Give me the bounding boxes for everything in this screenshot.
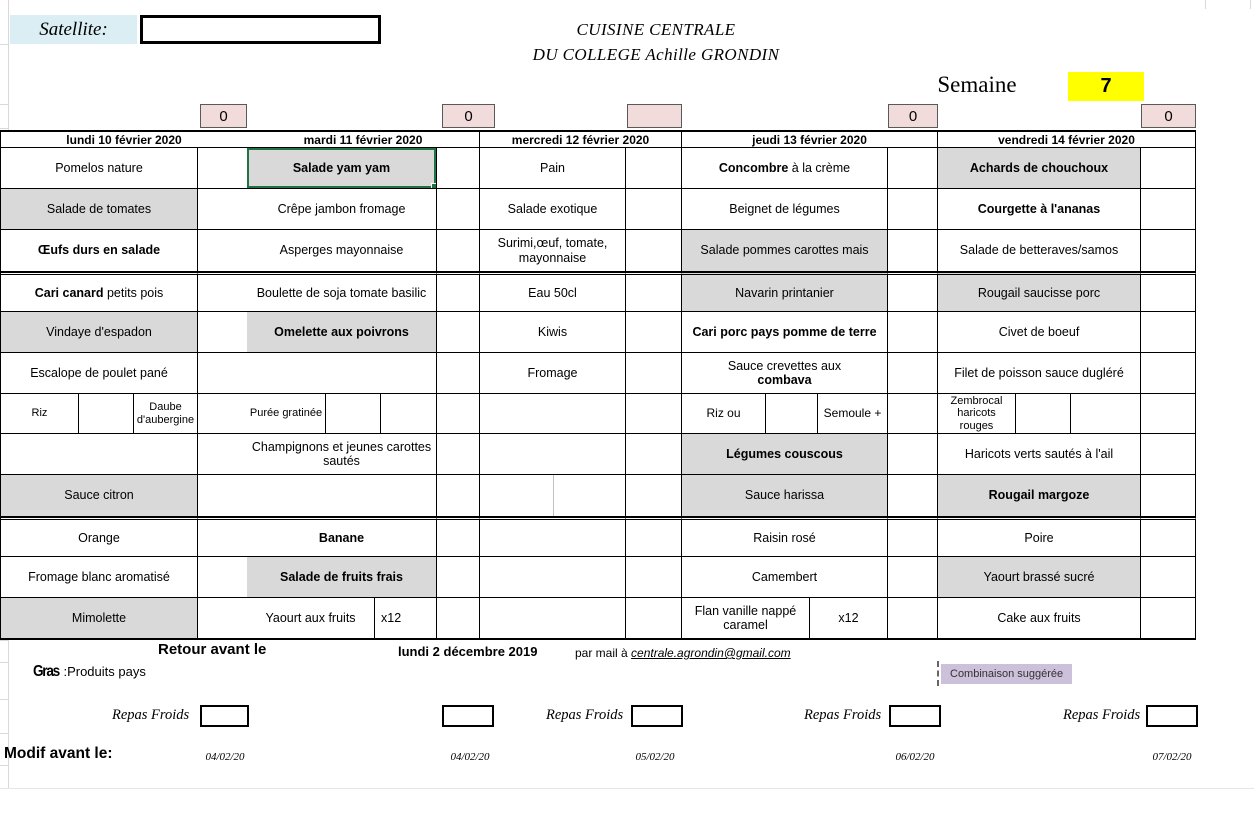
cell-mon-side5[interactable] xyxy=(198,312,248,353)
cell-mon-side8[interactable] xyxy=(198,434,248,475)
cell-thu-side1[interactable] xyxy=(888,148,938,189)
cell-thu-starch3[interactable]: Semoule + xyxy=(818,394,887,433)
page-title-line2: DU COLLEGE Achille GRONDIN xyxy=(532,45,780,64)
cell-wed-side11[interactable] xyxy=(626,557,682,598)
cell-wed-side6[interactable] xyxy=(626,353,682,394)
gridline xyxy=(0,765,8,766)
day-header-tuesday: mardi 11 février 2020 xyxy=(247,130,480,148)
day-column-thursday xyxy=(682,130,938,640)
cell-tue-p1[interactable]: Boulette de soja tomate basilic xyxy=(247,272,437,312)
cell-fri-starch3[interactable] xyxy=(1071,394,1140,433)
page-title-line1: CUISINE CENTRALE xyxy=(576,20,736,39)
cell-wed-veg[interactable] xyxy=(480,434,626,475)
repas-froids-label-5: Repas Froids xyxy=(1063,707,1141,723)
cell-tue-starch1[interactable]: Purée gratinée xyxy=(247,394,326,433)
cell-wed-side12[interactable] xyxy=(626,598,682,640)
cell-thu-starch1[interactable]: Riz ou xyxy=(682,394,766,433)
cell-thu-side2[interactable] xyxy=(888,189,938,230)
cell-tue-e3[interactable]: Asperges mayonnaise xyxy=(247,230,437,272)
cell-fri-side8[interactable] xyxy=(1141,434,1196,475)
cell-thu-dessert-qty[interactable]: x12 xyxy=(810,598,887,638)
cell-tue-side7[interactable] xyxy=(437,394,480,434)
cell-thu-side8[interactable] xyxy=(888,434,938,475)
repas-froids-box-5[interactable] xyxy=(1146,705,1198,727)
cell-fri-e3[interactable]: Salade de betteraves/samos xyxy=(938,230,1141,272)
cell-mon-e3[interactable]: Œufs durs en salade xyxy=(1,230,198,272)
gridline xyxy=(0,44,8,45)
repas-froids-label-4: Repas Froids xyxy=(804,707,882,723)
cell-mon-starch1[interactable]: Riz xyxy=(1,394,79,433)
gridline xyxy=(0,788,1254,789)
cell-mon-side9[interactable] xyxy=(198,475,248,517)
cell-wed-sauce xyxy=(480,475,626,517)
cell-thu-veg[interactable]: Légumes couscous xyxy=(682,434,888,475)
cell-fri-side6[interactable] xyxy=(1141,353,1196,394)
gridline xyxy=(0,733,8,734)
cell-wed-side4[interactable] xyxy=(626,272,682,312)
cell-thu-side3[interactable] xyxy=(888,230,938,272)
cell-thu-dessert xyxy=(682,598,888,640)
cell-tue-dairy[interactable]: Salade de fruits frais xyxy=(247,557,437,598)
cell-tue-side3[interactable] xyxy=(437,230,480,272)
modif-date-tuesday: 04/02/20 xyxy=(450,751,490,763)
cell-mon-side2[interactable] xyxy=(198,189,248,230)
legend-gras: Gras :Produits pays xyxy=(33,663,146,680)
cell-thu-side4[interactable] xyxy=(888,272,938,312)
cell-wed-e1[interactable]: Pain xyxy=(480,148,626,189)
modif-date-friday: 07/02/20 xyxy=(1152,751,1192,763)
day-header-wednesday: mercredi 12 février 2020 xyxy=(480,130,682,148)
cell-wed-side7[interactable] xyxy=(626,394,682,434)
cell-mon-starch3[interactable]: Daube d'aubergine xyxy=(134,394,197,433)
cell-fri-sauce[interactable]: Rougail margoze xyxy=(938,475,1141,517)
cell-thu-side12[interactable] xyxy=(888,598,938,640)
cell-tue-dessert-item[interactable]: Yaourt aux fruits xyxy=(247,598,375,638)
repas-froids-box-1[interactable] xyxy=(200,705,249,727)
cell-wed-side1[interactable] xyxy=(626,148,682,189)
cell-mon-p2[interactable]: Vindaye d'espadon xyxy=(1,312,198,353)
cell-wed-sauce2[interactable] xyxy=(554,475,625,516)
day-column-wednesday xyxy=(480,130,682,640)
cell-wed-p2[interactable]: Kiwis xyxy=(480,312,626,353)
gridline xyxy=(1250,0,1251,9)
modif-date-thursday: 06/02/20 xyxy=(895,751,935,763)
cell-mon-side4[interactable] xyxy=(198,272,248,312)
cell-tue-starch3[interactable] xyxy=(381,394,436,433)
cell-tue-veg[interactable]: Champignons et jeunes carottes sautés xyxy=(247,434,437,475)
cell-thu-starch xyxy=(682,394,888,434)
day-header-monday: lundi 10 février 2020 xyxy=(1,130,248,148)
cell-tue-e2[interactable]: Crêpe jambon fromage xyxy=(247,189,437,230)
satellite-label: Satellite: xyxy=(10,15,137,44)
cell-fri-e1[interactable]: Achards de chouchoux xyxy=(938,148,1141,189)
cell-thu-p2[interactable]: Cari porc pays pomme de terre xyxy=(682,312,888,353)
cell-fri-side9[interactable] xyxy=(1141,475,1196,517)
cell-tue-p3[interactable] xyxy=(247,353,437,394)
cell-wed-starch[interactable] xyxy=(480,394,626,434)
cell-fri-p1[interactable]: Rougail saucisse porc xyxy=(938,272,1141,312)
cell-thu-dessert-item[interactable]: Flan vanille nappé caramel xyxy=(682,598,810,638)
mail-instruction: par mail à centrale.agrondin@gmail.com xyxy=(575,646,791,660)
cell-mon-starch2[interactable] xyxy=(79,394,134,433)
cell-tue-side8[interactable] xyxy=(437,434,480,475)
modif-date-wednesday: 05/02/20 xyxy=(635,751,675,763)
satellite-input-box[interactable] xyxy=(140,15,381,44)
cell-wed-sauce1[interactable] xyxy=(480,475,554,516)
gridline xyxy=(0,640,8,641)
cell-mon-fruit[interactable]: Orange xyxy=(1,517,198,557)
cell-wed-dessert[interactable] xyxy=(480,598,626,640)
cell-tue-starch2[interactable] xyxy=(326,394,381,433)
modif-date-monday: 04/02/20 xyxy=(205,751,245,763)
cell-fri-starch2[interactable] xyxy=(1016,394,1071,433)
cell-fri-side5[interactable] xyxy=(1141,312,1196,353)
counter-cell-thursday[interactable]: 0 xyxy=(888,104,938,128)
cell-thu-dairy[interactable]: Camembert xyxy=(682,557,888,598)
cell-mon-side7[interactable] xyxy=(198,394,248,434)
modif-avant-label: Modif avant le: xyxy=(4,745,113,762)
cell-tue-side10[interactable] xyxy=(437,517,480,557)
cell-fri-dairy[interactable]: Yaourt brassé sucré xyxy=(938,557,1141,598)
cell-fri-side10[interactable] xyxy=(1141,517,1196,557)
cell-tue-p2[interactable]: Omelette aux poivrons xyxy=(247,312,437,353)
cell-tue-side4[interactable] xyxy=(437,272,480,312)
cell-thu-fruit[interactable]: Raisin rosé xyxy=(682,517,888,557)
cell-mon-side3[interactable] xyxy=(198,230,248,272)
cell-tue-side1[interactable] xyxy=(437,148,480,189)
cell-fri-side4[interactable] xyxy=(1141,272,1196,312)
cell-mon-dessert[interactable]: Mimolette xyxy=(1,598,198,640)
cell-thu-starch2[interactable] xyxy=(766,394,818,433)
cell-wed-side3[interactable] xyxy=(626,230,682,272)
cell-fri-p2[interactable]: Civet de boeuf xyxy=(938,312,1141,353)
cell-tue-sauce[interactable] xyxy=(247,475,437,517)
cell-wed-e3[interactable]: Surimi,œuf, tomate, mayonnaise xyxy=(480,230,626,272)
cell-mon-side6[interactable] xyxy=(198,353,248,394)
cell-fri-dessert[interactable]: Cake aux fruits xyxy=(938,598,1141,640)
cell-fri-side3[interactable] xyxy=(1141,230,1196,272)
week-number-cell[interactable]: 7 xyxy=(1068,72,1144,101)
cell-thu-p1[interactable]: Navarin printanier xyxy=(682,272,888,312)
gridline xyxy=(0,699,8,700)
cell-wed-fruit[interactable] xyxy=(480,517,626,557)
retour-avant-label: Retour avant le xyxy=(158,641,267,658)
day-column-monday xyxy=(0,130,248,640)
cell-wed-side5[interactable] xyxy=(626,312,682,353)
combinaison-suggeree-badge: Combinaison suggérée xyxy=(941,664,1072,684)
cell-fri-e2[interactable]: Courgette à l'ananas xyxy=(938,189,1141,230)
cell-tue-side9[interactable] xyxy=(437,475,480,517)
cell-tue-e1-selected[interactable]: Salade yam yam xyxy=(247,148,437,189)
repas-froids-box-2[interactable] xyxy=(442,705,494,727)
cell-fri-fruit[interactable]: Poire xyxy=(938,517,1141,557)
cell-mon-veg[interactable] xyxy=(1,434,198,475)
cell-fri-veg[interactable]: Haricots verts sautés à l'ail xyxy=(938,434,1141,475)
gridline xyxy=(1205,0,1206,9)
cell-thu-side6[interactable] xyxy=(888,353,938,394)
cell-fri-side7[interactable] xyxy=(1141,394,1196,434)
day-column-tuesday xyxy=(247,130,480,640)
week-label: Semaine xyxy=(937,72,1017,97)
selection-fill-handle[interactable] xyxy=(431,183,437,189)
cell-mon-p1[interactable]: Cari canard petits pois xyxy=(1,272,198,312)
cell-mon-starch xyxy=(1,394,198,434)
cell-mon-sauce[interactable]: Sauce citron xyxy=(1,475,198,517)
cell-mon-side1[interactable] xyxy=(198,148,248,189)
counter-cell-wednesday[interactable] xyxy=(627,104,682,128)
cell-mon-side10[interactable] xyxy=(198,517,248,557)
repas-froids-box-4[interactable] xyxy=(889,705,941,727)
cell-tue-dessert-qty[interactable]: x12 xyxy=(375,598,436,638)
cell-tue-dessert xyxy=(247,598,437,640)
repas-froids-label-3: Repas Froids xyxy=(546,707,624,723)
cell-tue-starch xyxy=(247,394,437,434)
cell-mon-e1[interactable]: Pomelos nature xyxy=(1,148,198,189)
cell-tue-fruit[interactable]: Banane xyxy=(247,517,437,557)
cell-thu-side10[interactable] xyxy=(888,517,938,557)
cell-mon-dairy[interactable]: Fromage blanc aromatisé xyxy=(1,557,198,598)
counter-cell-tuesday[interactable]: 0 xyxy=(442,104,495,128)
cell-fri-side2[interactable] xyxy=(1141,189,1196,230)
cell-tue-side12[interactable] xyxy=(437,598,480,640)
cell-fri-starch xyxy=(938,394,1141,434)
cell-thu-side11[interactable] xyxy=(888,557,938,598)
page-break-dashed-line xyxy=(937,661,939,686)
day-column-friday xyxy=(938,130,1196,640)
cell-thu-sauce[interactable]: Sauce harissa xyxy=(682,475,888,517)
cell-thu-side9[interactable] xyxy=(888,475,938,517)
cell-fri-side12[interactable] xyxy=(1141,598,1196,640)
cell-fri-side1[interactable] xyxy=(1141,148,1196,189)
cell-thu-e3[interactable]: Salade pommes carottes mais xyxy=(682,230,888,272)
cell-wed-p3[interactable]: Fromage xyxy=(480,353,626,394)
day-header-friday: vendredi 14 février 2020 xyxy=(938,130,1196,148)
cell-tue-side11[interactable] xyxy=(437,557,480,598)
cell-tue-side5[interactable] xyxy=(437,312,480,353)
cell-mon-p3[interactable]: Escalope de poulet pané xyxy=(1,353,198,394)
cell-wed-dairy[interactable] xyxy=(480,557,626,598)
cell-wed-side8[interactable] xyxy=(626,434,682,475)
cell-wed-e2[interactable]: Salade exotique xyxy=(480,189,626,230)
cell-wed-side9[interactable] xyxy=(626,475,682,517)
cell-thu-p3[interactable]: Sauce crevettes aux combava xyxy=(682,353,888,394)
email-link[interactable]: centrale.agrondin@gmail.com xyxy=(631,646,791,660)
cell-tue-side2[interactable] xyxy=(437,189,480,230)
counter-cell-monday[interactable]: 0 xyxy=(200,104,247,128)
gridline xyxy=(0,662,8,663)
repas-froids-label-1: Repas Froids xyxy=(112,707,190,723)
cell-thu-e2[interactable]: Beignet de légumes xyxy=(682,189,888,230)
retour-deadline-date: lundi 2 décembre 2019 xyxy=(398,644,538,659)
cell-thu-e1[interactable]: Concombre à la crème xyxy=(682,148,888,189)
cell-wed-side2[interactable] xyxy=(626,189,682,230)
cell-wed-p1[interactable]: Eau 50cl xyxy=(480,272,626,312)
day-header-thursday: jeudi 13 février 2020 xyxy=(682,130,938,148)
cell-thu-side5[interactable] xyxy=(888,312,938,353)
cell-fri-p3[interactable]: Filet de poisson sauce dugléré xyxy=(938,353,1141,394)
cell-mon-e2[interactable]: Salade de tomates xyxy=(1,189,198,230)
cell-tue-side6[interactable] xyxy=(437,353,480,394)
cell-fri-side11[interactable] xyxy=(1141,557,1196,598)
cell-wed-side10[interactable] xyxy=(626,517,682,557)
cell-fri-starch1[interactable]: Zembrocal haricots rouges xyxy=(938,394,1016,433)
gridline xyxy=(0,104,8,105)
counter-cell-friday[interactable]: 0 xyxy=(1141,104,1196,128)
cell-thu-side7[interactable] xyxy=(888,394,938,434)
cell-mon-side12[interactable] xyxy=(198,598,248,640)
cell-mon-side11[interactable] xyxy=(198,557,248,598)
gridline xyxy=(0,128,8,129)
repas-froids-box-3[interactable] xyxy=(631,705,683,727)
